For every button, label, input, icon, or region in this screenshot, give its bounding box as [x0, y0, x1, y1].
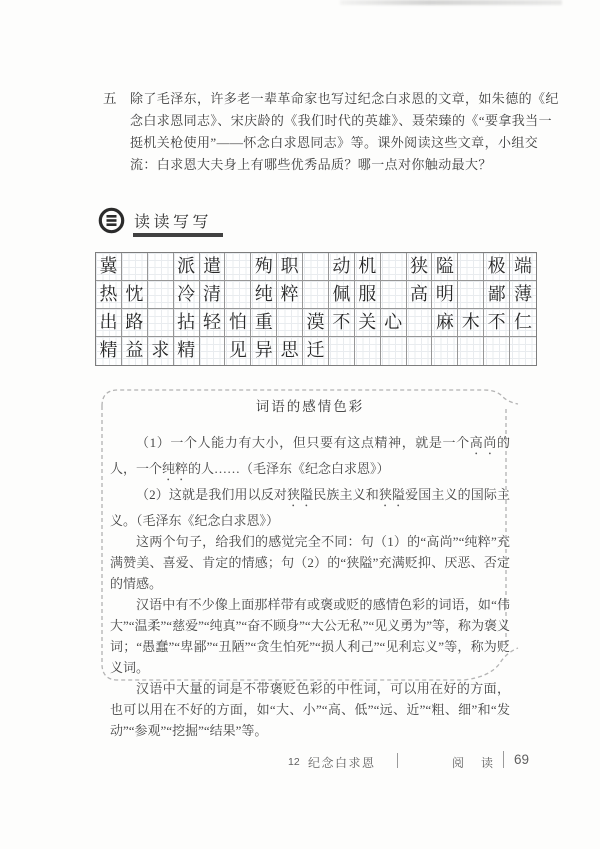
grid-cell: 木	[458, 309, 484, 337]
grid-cell: 热	[96, 281, 122, 309]
exercise-number: 五	[103, 91, 117, 106]
exercise-text	[130, 88, 559, 176]
grid-cell	[200, 337, 226, 365]
grid-cell: 职	[277, 253, 303, 281]
vocabulary-grid	[95, 252, 537, 366]
grid-cell	[148, 309, 174, 337]
grid-cell	[381, 281, 407, 309]
footer-divider	[503, 751, 504, 768]
scan-artifact	[340, 0, 562, 5]
grid-cell: 派	[174, 253, 200, 281]
grid-cell: 思	[277, 337, 303, 365]
grid-cell: 见	[225, 337, 251, 365]
grid-cell: 薄	[510, 281, 536, 309]
text-run: （2）这就是我们用以反对	[136, 487, 287, 502]
text-run: 的人……（毛泽东《纪念白求恩》）	[188, 461, 390, 476]
grid-cell: 异	[251, 337, 277, 365]
note-paragraph-1	[110, 432, 510, 484]
footer-divider	[397, 753, 398, 768]
grid-cell: 漠	[303, 309, 329, 337]
grid-cell: 不	[484, 309, 510, 337]
lesson-title: 纪念白求恩	[308, 756, 376, 770]
grid-cell: 仁	[510, 309, 536, 337]
grid-cell: 精	[174, 337, 200, 365]
grid-cell: 隘	[432, 253, 458, 281]
grid-cell	[329, 337, 355, 365]
grid-cell	[277, 309, 303, 337]
text-run: 的人，一个	[110, 435, 510, 476]
grid-cell: 狭	[407, 253, 433, 281]
emphasized-word: 狭隘	[286, 487, 314, 502]
grid-cell: 轻	[200, 309, 226, 337]
grid-cell: 纯	[251, 281, 277, 309]
grid-cell	[355, 337, 381, 365]
grid-cell: 忱	[122, 281, 148, 309]
grid-cell: 清	[200, 281, 226, 309]
note-paragraph-4: 汉语中有不少像上面那样带有或褒或贬的感情色彩的词语，如“伟大”“温柔”“慈爱”“纯真”“奋不顾身”“大公无私”“见义勇为”等，称为褒义词；“愚蠢”“卑鄙”“丑陋”“贪生怕死”“损人利己”“见利忘义”等，称为贬义词。	[110, 597, 511, 675]
grid-cell	[432, 337, 458, 365]
grid-cell: 益	[122, 337, 148, 365]
note-paragraph-3: 这两个句子，给我们的感觉完全不同：句（1）的“高尚”“纯粹”充满赞美、喜爱、肯定的情感；句（2）的“狭隘”充满贬抑、厌恶、否定的情感。	[110, 534, 510, 591]
grid-cell	[484, 337, 510, 365]
grid-cell	[225, 281, 251, 309]
grid-cell: 极	[484, 253, 510, 281]
grid-cell: 粹	[277, 281, 303, 309]
grid-cell	[381, 253, 407, 281]
grid-cell: 冀	[96, 253, 122, 281]
page-number: 69	[514, 752, 530, 767]
list-circle-icon	[98, 207, 125, 234]
grid-cell: 机	[355, 253, 381, 281]
grid-cell	[510, 337, 536, 365]
grid-cell	[381, 337, 407, 365]
grid-cell: 路	[122, 309, 148, 337]
grid-cell: 拈	[174, 309, 200, 337]
section-title: 读读写写	[134, 214, 213, 231]
grid-cell	[122, 253, 148, 281]
grid-cell: 冷	[174, 281, 200, 309]
lesson-number: 12	[288, 756, 300, 768]
exercise-line: 挺机关枪使用”——怀念白求恩同志》等。课外阅读这些文章，小组交	[130, 135, 539, 150]
note-paragraph-2	[110, 484, 510, 531]
emphasized-word: 高尚	[469, 435, 497, 450]
grid-cell: 重	[251, 309, 277, 337]
text-run: 爱国主义的国际主义。（毛泽东《纪念白求恩》）	[110, 487, 510, 528]
grid-cell	[458, 253, 484, 281]
grid-cell	[225, 253, 251, 281]
grid-cell	[148, 253, 174, 281]
grid-cell: 佩	[329, 281, 355, 309]
grid-cell: 服	[355, 281, 381, 309]
grid-cell: 不	[329, 309, 355, 337]
exercise-item-5	[103, 88, 559, 176]
grid-cell	[407, 309, 433, 337]
unit-section-label: 阅 读	[452, 756, 501, 770]
grid-cell	[148, 281, 174, 309]
grid-cell: 遣	[200, 253, 226, 281]
grid-cell: 怕	[225, 309, 251, 337]
grid-cell: 迁	[303, 337, 329, 365]
grid-cell	[303, 253, 329, 281]
note-box-content	[110, 398, 510, 741]
grid-cell: 动	[329, 253, 355, 281]
grid-cell: 端	[510, 253, 536, 281]
text-run: 民族主义和	[313, 487, 379, 502]
exercise-line: 流：白求恩大夫身上有哪些优秀品质？哪一点对你触动最大？	[130, 157, 492, 172]
section-header	[98, 207, 212, 234]
grid-cell: 麻	[432, 309, 458, 337]
grid-cell	[303, 281, 329, 309]
grid-cell: 求	[148, 337, 174, 365]
note-paragraph-5: 汉语中大量的词是不带褒贬色彩的中性词，可以用在好的方面，也可以用在不好的方面，如“大、小”“高、低”“远、近”“粗、细”和“发动”“参观”“挖掘”“结果”等。	[110, 681, 510, 738]
section-title-underline	[133, 233, 223, 237]
grid-cell: 鄙	[484, 281, 510, 309]
grid-cell: 高	[407, 281, 433, 309]
grid-cell: 精	[96, 337, 122, 365]
exercise-line: 念白求恩同志》、宋庆龄的《我们时代的英雄》、聂荣臻的《“要拿我当一	[130, 113, 552, 128]
grid-cell: 明	[432, 281, 458, 309]
emphasized-word: 纯粹	[162, 461, 189, 476]
text-run: （1）一个人能力有大小，但只要有这点精神，就是一个	[136, 435, 470, 450]
grid-cell	[458, 337, 484, 365]
emphasized-word: 狭隘	[378, 487, 406, 502]
exercise-line: 除了毛泽东，许多老一辈革命家也写过纪念白求恩的文章，如朱德的《纪	[130, 91, 559, 106]
grid-cell: 殉	[251, 253, 277, 281]
grid-cell: 关	[355, 309, 381, 337]
note-box-title: 词语的感情色彩	[255, 399, 365, 414]
grid-cell	[458, 281, 484, 309]
grid-cell	[407, 337, 433, 365]
grid-cell: 出	[96, 309, 122, 337]
grid-cell: 心	[381, 309, 407, 337]
